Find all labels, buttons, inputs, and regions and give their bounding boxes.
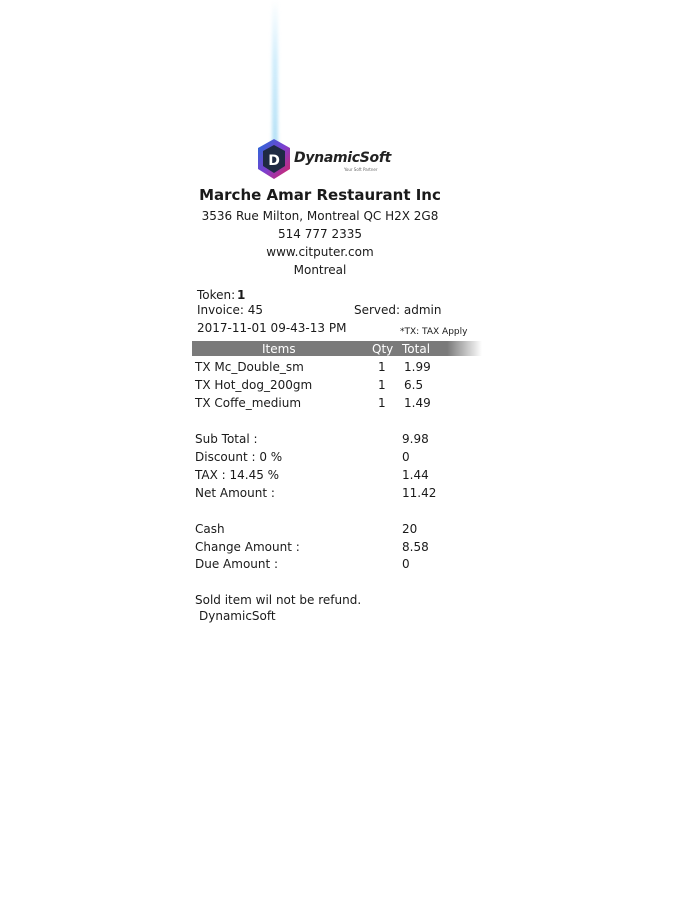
discount-value: 0 bbox=[402, 450, 410, 464]
token-value: 1 bbox=[237, 288, 246, 302]
table-row bbox=[0, 396, 700, 414]
table-row bbox=[0, 378, 700, 396]
item-qty: 1 bbox=[378, 378, 386, 392]
company-address: 3536 Rue Milton, Montreal QC H2X 2G8 bbox=[201, 209, 439, 223]
company-phone: 514 777 2335 bbox=[278, 227, 362, 241]
tax-note: *TX: TAX Apply bbox=[400, 327, 468, 337]
item-total: 1.49 bbox=[404, 396, 431, 410]
company-website: www.citputer.com bbox=[266, 245, 374, 259]
discount-label: Discount : 0 % bbox=[195, 450, 283, 464]
item-name: TX Coffe_medium bbox=[195, 396, 302, 410]
tax-label: TAX : 14.45 % bbox=[195, 468, 280, 482]
item-name: TX Hot_dog_200gm bbox=[195, 378, 313, 392]
logo-emblem-letter: D bbox=[268, 153, 280, 169]
invoice-number: Invoice: 45 bbox=[197, 303, 264, 317]
item-name: TX Mc_Double_sm bbox=[195, 360, 304, 374]
company-name: Marche Amar Restaurant Inc bbox=[199, 186, 441, 204]
order-datetime: 2017-11-01 09-43-13 PM bbox=[197, 321, 347, 335]
logo-tagline: Your Soft Partner bbox=[344, 167, 378, 172]
header-qty: Qty bbox=[372, 342, 394, 356]
item-total: 6.5 bbox=[404, 378, 424, 392]
net-amount-value: 11.42 bbox=[402, 486, 437, 500]
token-label: Token: bbox=[197, 288, 236, 302]
cash-value: 20 bbox=[402, 522, 418, 536]
tax-value: 1.44 bbox=[402, 468, 429, 482]
served-by: Served: admin bbox=[354, 303, 442, 317]
light-beam-decoration bbox=[272, 0, 278, 150]
company-city: Montreal bbox=[293, 263, 347, 277]
subtotal-value: 9.98 bbox=[402, 432, 429, 446]
item-qty: 1 bbox=[378, 360, 386, 374]
footer-brand: DynamicSoft bbox=[199, 609, 276, 623]
hexagon-logo-icon bbox=[256, 138, 292, 180]
change-amount-value: 8.58 bbox=[402, 540, 429, 554]
item-total: 1.99 bbox=[404, 360, 431, 374]
due-amount-value: 0 bbox=[402, 557, 410, 571]
items-table-header bbox=[192, 341, 482, 356]
table-row bbox=[0, 360, 700, 378]
header-total: Total bbox=[402, 342, 431, 356]
net-amount-label: Net Amount : bbox=[195, 486, 275, 500]
cash-label: Cash bbox=[195, 522, 225, 536]
dynamicsoft-logo bbox=[256, 138, 392, 180]
item-qty: 1 bbox=[378, 396, 386, 410]
logo-brand-text: DynamicSoft bbox=[294, 150, 392, 166]
header-items: Items bbox=[262, 342, 296, 356]
due-amount-label: Due Amount : bbox=[195, 557, 279, 571]
subtotal-label: Sub Total : bbox=[195, 432, 258, 446]
refund-note: Sold item wil not be refund. bbox=[195, 593, 362, 607]
change-amount-label: Change Amount : bbox=[195, 540, 300, 554]
